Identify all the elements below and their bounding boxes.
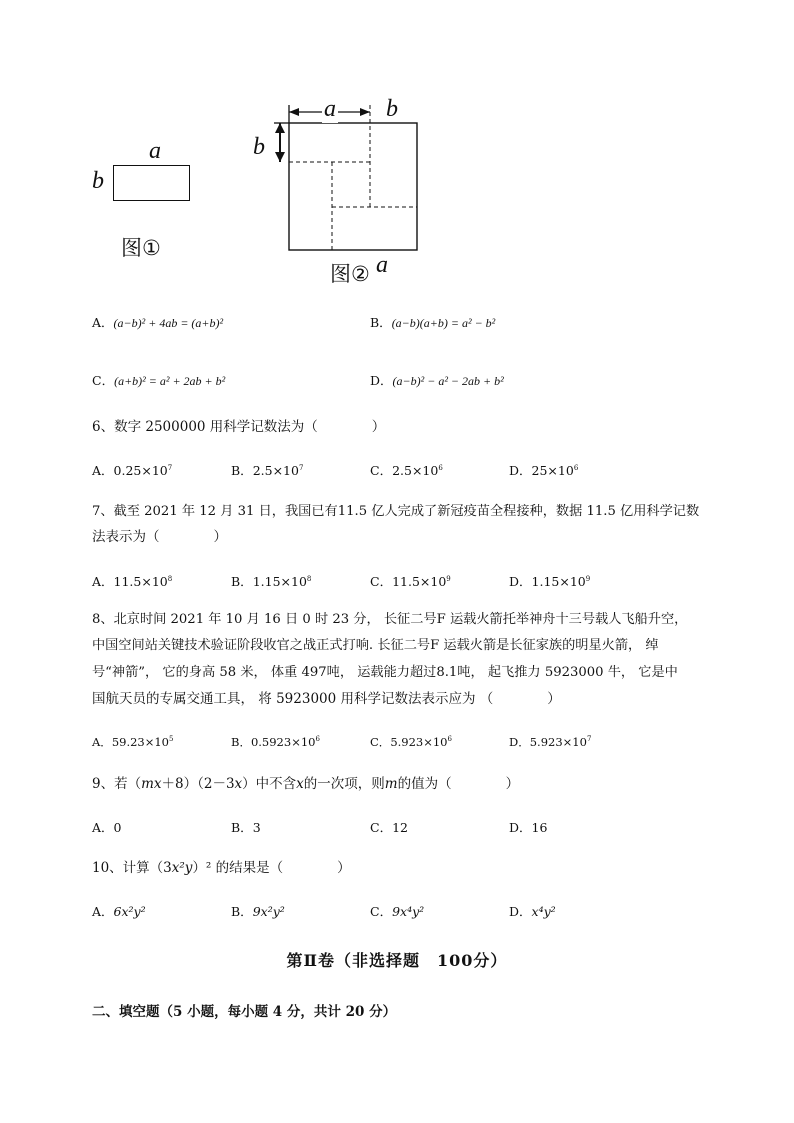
option-formula: (a−b)² + 4ab = (a+b)² <box>113 316 224 330</box>
option-letter: A． <box>92 315 114 330</box>
option-letter: D． <box>509 820 532 835</box>
option-formula: (a−b)(a+b) = a² − b² <box>391 316 496 330</box>
stem-variable: x <box>296 776 304 792</box>
option-text: 12 <box>392 820 408 835</box>
option-letter: D． <box>370 373 393 388</box>
option-a[interactable] <box>92 461 172 479</box>
option-b[interactable] <box>231 572 311 590</box>
option-a[interactable] <box>92 818 121 836</box>
question-stem-line-1: 7、截至 2021 年 12 月 31 日，我国已有11.5 亿人完成了新冠疫苗全程接种，数据 11.5 亿用科学记数 <box>92 504 700 519</box>
option-exponent: 9 <box>446 574 451 583</box>
figure-1-label-a: a <box>149 138 161 164</box>
option-text: 5.923×10 <box>529 735 587 749</box>
figure-2-label-b-left: b <box>253 134 265 160</box>
option-letter: D． <box>509 904 532 919</box>
option-letter: B． <box>231 463 253 478</box>
option-exponent: 5 <box>169 735 174 744</box>
option-text: 16 <box>531 820 548 835</box>
option-exponent: 8 <box>167 574 173 583</box>
stem-part: 10、计算（3 <box>92 860 172 876</box>
option-letter: C． <box>370 904 393 919</box>
question-stem-line-2: 中国空间站关键技术验证阶段收官之战正式打响. 长征二号F 运载火箭是长征家族的明星火箭， 绰 <box>92 638 659 653</box>
option-d[interactable] <box>509 902 556 920</box>
option-b[interactable] <box>231 902 285 920</box>
option-exponent: 7 <box>298 463 304 472</box>
section-subtitle: 二、填空题（5 小题，每小题 4 分，共计 20 分） <box>92 1004 397 1020</box>
option-letter: D． <box>509 463 532 478</box>
option-letter: C． <box>370 735 391 749</box>
option-b[interactable] <box>370 313 495 331</box>
option-text: 11.5×10 <box>392 574 447 589</box>
option-text: 3 <box>252 820 261 835</box>
option-letter: A． <box>92 574 114 589</box>
stem-variable: mx <box>141 776 162 792</box>
stem-part: 的一次项，则 <box>303 776 385 792</box>
option-a[interactable] <box>92 572 172 590</box>
option-d[interactable] <box>509 734 591 750</box>
option-exponent: 7 <box>167 463 173 472</box>
stem-variable: x <box>234 776 243 792</box>
option-letter: B． <box>231 735 251 749</box>
option-exponent: 7 <box>586 735 592 744</box>
option-exponent: 6 <box>573 463 579 472</box>
option-d[interactable] <box>370 371 504 389</box>
figure-1-label-b: b <box>92 168 104 194</box>
question-stem-line-1: 8、北京时间 2021 年 10 月 16 日 0 时 23 分， 长征二号F 运载火箭托举神舟十三号载人飞船升空， <box>92 612 688 627</box>
option-letter: B． <box>231 820 253 835</box>
option-letter: C． <box>370 463 393 478</box>
question-stem-line-4: 国航天员的专属交通工具， 将 5923000 用科学记数法表示应为 （ ） <box>92 691 561 707</box>
option-c[interactable] <box>370 734 452 750</box>
option-letter: B． <box>370 315 392 330</box>
option-text: 0.25×10 <box>113 463 168 478</box>
option-text: 1.15×10 <box>531 574 586 589</box>
stem-expression: x²y <box>171 860 193 876</box>
stem-part: ＋8）（2－3 <box>161 776 235 792</box>
option-letter: A． <box>92 735 112 749</box>
option-c[interactable] <box>370 461 443 479</box>
option-exponent: 6 <box>315 735 320 744</box>
figure-2-label-b-top: b <box>386 96 398 122</box>
option-letter: B． <box>231 904 253 919</box>
option-a[interactable] <box>92 734 173 750</box>
question-stem-line-3: 号“神箭”， 它的身高 58 米， 体重 497吨， 运载能力超过8.1吨， 起飞推力 5923000 牛， 它是中 <box>92 665 678 680</box>
option-c[interactable] <box>370 818 408 836</box>
section-title: 第Ⅱ卷（非选择题 100分） <box>286 951 508 970</box>
figure-2-square-diagram <box>250 95 430 260</box>
stem-part: 的值为（ ） <box>397 776 520 792</box>
question-stem-line-2: 法表示为（ ） <box>92 529 227 545</box>
option-d[interactable] <box>509 461 578 479</box>
option-letter: C． <box>370 574 393 589</box>
option-c[interactable] <box>92 371 225 389</box>
option-text: 0 <box>113 820 122 835</box>
option-text: 11.5×10 <box>113 574 168 589</box>
option-c[interactable] <box>370 572 451 590</box>
option-a[interactable] <box>92 902 146 920</box>
option-letter: A． <box>92 904 114 919</box>
option-c[interactable] <box>370 902 424 920</box>
figure-2-label-a-top: a <box>324 96 336 122</box>
option-exponent: 8 <box>306 574 312 583</box>
option-text: 0.5923×10 <box>250 735 316 749</box>
option-b[interactable] <box>231 461 303 479</box>
option-text: 9x²y² <box>252 904 285 919</box>
stem-part: 9、若（ <box>92 776 142 792</box>
option-text: 5.923×10 <box>390 735 448 749</box>
option-formula: (a+b)² = a² + 2ab + b² <box>114 374 226 388</box>
option-text: 2.5×10 <box>252 463 299 478</box>
option-d[interactable] <box>509 572 590 590</box>
option-text: 2.5×10 <box>392 463 439 478</box>
option-text: 9x⁴y² <box>392 904 425 919</box>
option-text: 6x²y² <box>113 904 146 919</box>
question-stem: 6、数字 2500000 用科学记数法为（ ） <box>92 419 386 435</box>
stem-variable: m <box>384 776 398 792</box>
option-a[interactable] <box>92 313 223 331</box>
option-text: 1.15×10 <box>252 574 307 589</box>
option-letter: A． <box>92 463 114 478</box>
figure-1-caption: 图① <box>121 236 161 260</box>
option-letter: A． <box>92 820 114 835</box>
option-text: 25×10 <box>531 463 574 478</box>
option-letter: D． <box>509 735 530 749</box>
option-letter: D． <box>509 574 532 589</box>
option-letter: C． <box>92 373 115 388</box>
option-letter: C． <box>370 820 393 835</box>
option-text: 59.23×10 <box>111 735 170 749</box>
option-text: x⁴y² <box>531 904 556 919</box>
option-exponent: 6 <box>438 463 443 472</box>
option-letter: B． <box>231 574 253 589</box>
figure-1-rectangle <box>113 165 190 201</box>
option-b[interactable] <box>231 818 261 836</box>
option-d[interactable] <box>509 818 547 836</box>
stem-part: ）² 的结果是（ ） <box>192 860 351 876</box>
figure-2-label-a-bottom: a <box>376 252 388 278</box>
figure-2-caption: 图② <box>330 262 370 286</box>
question-stem <box>92 855 351 881</box>
option-b[interactable] <box>231 734 320 750</box>
option-exponent: 9 <box>585 574 591 583</box>
option-exponent: 6 <box>447 735 452 744</box>
stem-part: ）中不含 <box>242 776 297 792</box>
question-stem <box>92 771 519 797</box>
option-formula: (a−b)² − a² − 2ab + b² <box>392 374 504 388</box>
